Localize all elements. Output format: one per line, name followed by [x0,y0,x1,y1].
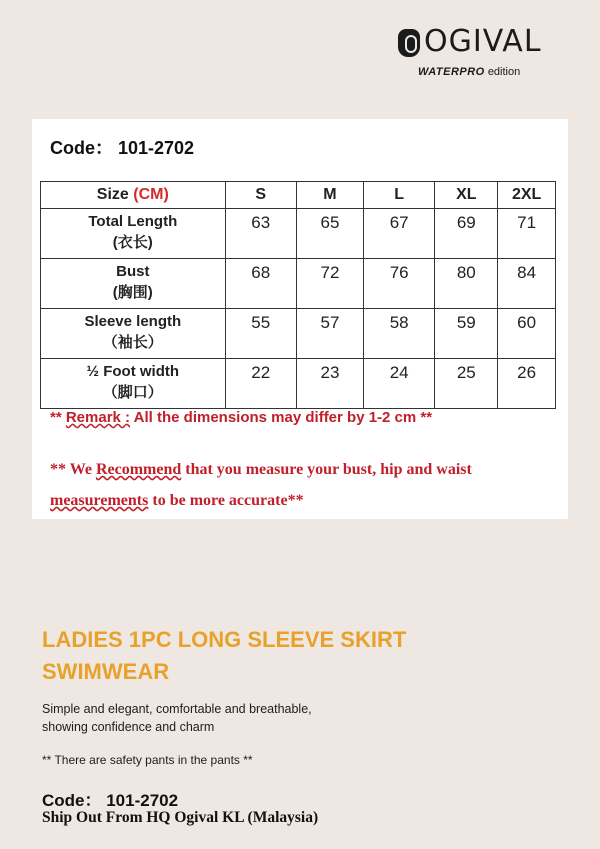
table-cell: 67 [364,209,435,259]
table-cell: 68 [225,259,296,309]
row-label: Bust (胸围) [41,259,226,309]
table-cell: 58 [364,309,435,359]
brand-sub-bold: WATERPRO [418,66,485,78]
table-row [41,359,556,409]
table-cell: 24 [364,359,435,409]
unit-label: (CM) [133,186,169,203]
size-col-header: M [296,182,363,209]
table-cell: 23 [296,359,363,409]
seahorse-icon [398,29,420,57]
table-cell: 63 [225,209,296,259]
product-note: ** There are safety pants in the pants ** [42,753,253,767]
size-col-header: S [225,182,296,209]
table-cell: 55 [225,309,296,359]
table-row [41,259,556,309]
table-cell: 60 [498,309,556,359]
table-cell: 84 [498,259,556,309]
row-label: ½ Foot width （脚口） [41,359,226,409]
product-code: Code： 101-2702 [42,791,179,810]
row-label: Total Length (衣长) [41,209,226,259]
table-row [41,209,556,259]
table-cell: 69 [435,209,498,259]
table-cell: 72 [296,259,363,309]
size-col-header: 2XL [498,182,556,209]
table-cell: 59 [435,309,498,359]
table-cell: 57 [296,309,363,359]
brand-logo [398,26,558,82]
size-header: Size (CM) [41,182,226,209]
brand-name: OGIVAL [424,24,542,59]
table-cell: 80 [435,259,498,309]
table-header-row [41,182,556,209]
size-chart-card [32,119,568,519]
table-cell: 65 [296,209,363,259]
card-code: Code： 101-2702 [50,138,195,158]
recommend-label: Recommend [95,461,182,478]
brand-subtitle [418,65,520,79]
row-label: Sleeve length （袖长） [41,309,226,359]
table-row [41,309,556,359]
product-title: LADIES 1PC LONG SLEEVE SKIRT SWIMWEAR [42,627,407,684]
product-description: Simple and elegant, comfortable and breathable, showing confidence and charm [42,702,312,734]
brand-sub-rest: edition [487,66,521,78]
size-table [40,181,556,409]
size-col-header: XL [435,182,498,209]
table-cell: 71 [498,209,556,259]
remark-text: ** Remark : All the dimensions may differ by 1-2 cm ** [50,409,433,426]
table-cell: 26 [498,359,556,409]
table-cell: 25 [435,359,498,409]
size-col-header: L [364,182,435,209]
recommend-text: ** We Recommend that you measure your bust, hip and waist measurements to be more accurate** [50,461,472,509]
remark-label: Remark : [65,409,131,426]
shipping-info: Ship Out From HQ Ogival KL (Malaysia) [42,809,319,826]
measurements-word: measurements [50,492,149,509]
table-cell: 76 [364,259,435,309]
table-cell: 22 [225,359,296,409]
